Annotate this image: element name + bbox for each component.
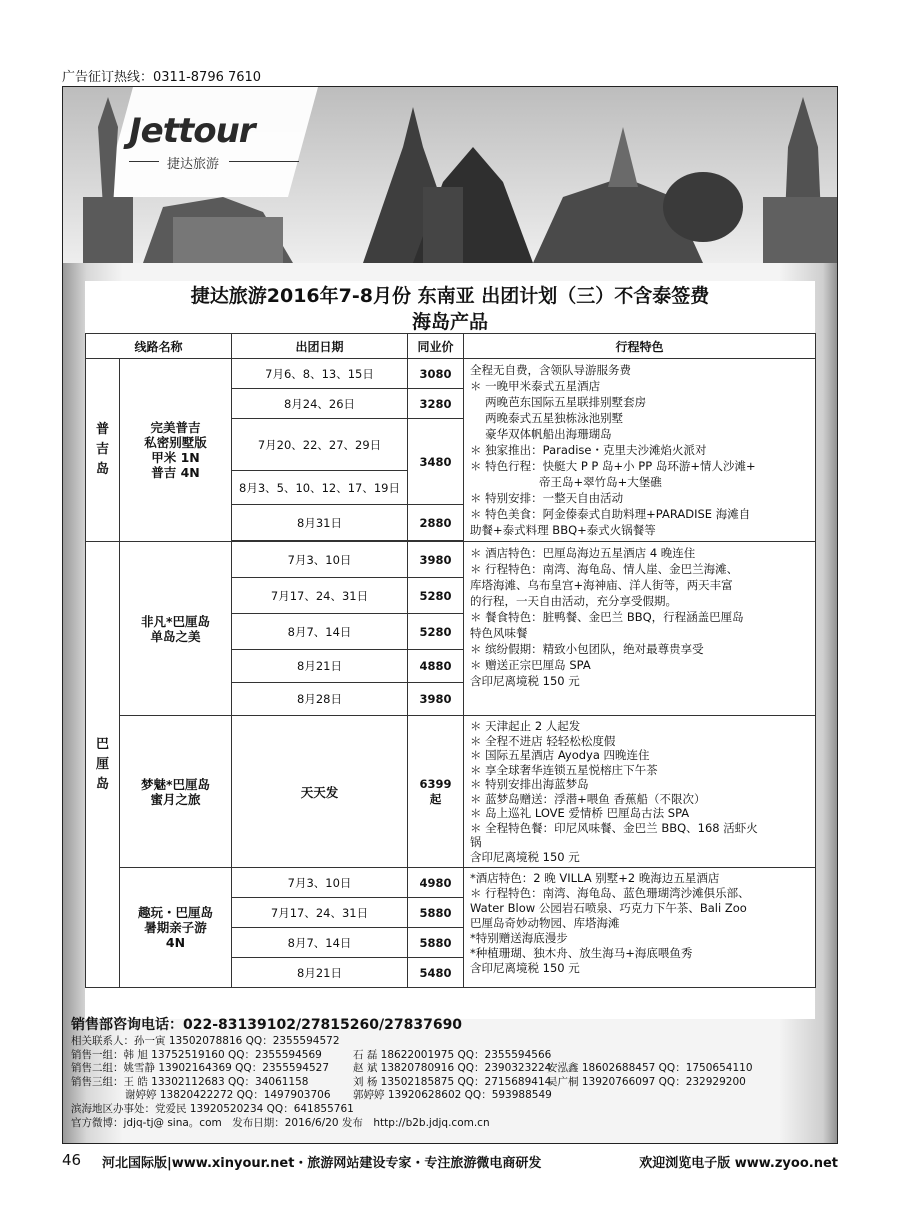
footer-website-link[interactable]: 欢迎浏览电子版 www.zyoo.net: [639, 1156, 838, 1171]
price: 3980: [408, 683, 464, 716]
page-frame: [62, 86, 838, 1144]
table-row: [86, 542, 816, 578]
sales-team-2: 销售二组：姚雪静 13902164369 QQ：2355594527 赵 斌 13820780916 QQ：2390323224安泓鑫 18602688457 QQ：1750654110: [71, 1062, 753, 1075]
price: 5880: [408, 898, 464, 928]
route-bali-single-island: 非凡*巴厘岛 单岛之美: [120, 542, 232, 716]
departure-date: 7月20、22、27、29日: [232, 419, 408, 471]
sales-team-1: 销售一组：韩 旭 13752519160 QQ：2355594569 石 磊 18622001975 QQ：2355594566: [71, 1048, 552, 1061]
route-bali-family: 趣玩・巴厘岛 暑期亲子游 4N: [120, 868, 232, 988]
departure-date: 7月3、10日: [232, 868, 408, 898]
departure-date: 8月21日: [232, 650, 408, 683]
logo-subtitle: 捷达旅游: [167, 157, 220, 172]
itinerary-features-bali-2: ＊ 天津起止 2 人起发 ＊ 全程不进店 轻轻松松度假 ＊ 国际五星酒店 Ayodya 四晚连住 ＊ 享全球奢华连锁五星悦榕庄下午茶 ＊ 特别安排出海蓝梦岛 ＊ 蓝梦岛赠送：浮潜+喂鱼 香蕉船（不限次） ＊ 岛上巡礼 LOVE 爱情桥 巴厘岛古法 SPA ＊ 全程特色餐：印尼风味餐、金巴兰 BBQ、168 活虾火 锅 含印尼离境税 150 元: [464, 716, 816, 868]
table-header-row: [86, 334, 816, 359]
header-feature: 行程特色: [464, 334, 816, 359]
price: 5880: [408, 928, 464, 958]
price: 3080: [408, 359, 464, 389]
departure-date: 8月28日: [232, 683, 408, 716]
header-date: 出团日期: [232, 334, 408, 359]
price: 5280: [408, 578, 464, 614]
logo-divider: [229, 161, 299, 162]
header-route: 线路名称: [86, 334, 232, 359]
departure-date: 7月17、24、31日: [232, 898, 408, 928]
price: 3280: [408, 389, 464, 419]
price: 3980: [408, 542, 464, 578]
departure-date: 7月3、10日: [232, 542, 408, 578]
sales-team-3: 销售三组：王 皓 13302112683 QQ：34061158 刘 杨 13502185875 QQ：2715689414吴广桐 13920766097 QQ：232929200: [71, 1075, 746, 1088]
logo-wordmark: Jettour: [129, 111, 255, 151]
table-row: [86, 716, 816, 868]
itinerary-features-bali-1: ＊ 酒店特色：巴厘岛海边五星酒店 4 晚连住 ＊ 行程特色：南湾、海龟岛、情人崖、金巴兰海滩、 库塔海滩、乌布皇宫+海神庙、洋人街等，两天丰富 的行程，一天自由活动，充分享受假期。 ＊ 餐食特色：脏鸭餐、金巴兰 BBQ，行程涵盖巴厘岛 特色风味餐 ＊ 缤纷假期：精致小包团队，绝对最尊贵享受 ＊ 赠送正宗巴厘岛 SPA 含印尼离境税 150 元: [464, 542, 816, 716]
sales-team-3-extra: 谢婷婷 13820422272 QQ：1497903706 郭婷婷 13920628602 QQ：593988549: [125, 1089, 552, 1102]
binhai-office: 滨海地区办事处：党爱民 13920520234 QQ：641855761: [71, 1102, 354, 1115]
tour-schedule-table: [85, 333, 816, 988]
region-phuket: 普 吉 岛: [86, 359, 120, 542]
route-bali-honeymoon: 梦魅*巴厘岛 蜜月之旅: [120, 716, 232, 868]
departure-date: 8月24、26日: [232, 389, 408, 419]
page-number: 46: [62, 1151, 82, 1169]
price: 4980: [408, 868, 464, 898]
departure-date: 7月6、8、13、15日: [232, 359, 408, 389]
sales-phone: 销售部咨询电话：022-83139102/27815260/27837690: [71, 1017, 463, 1033]
table-row: [86, 868, 816, 898]
logo-divider: [129, 161, 159, 162]
temple-banner: [63, 87, 837, 263]
table-row: [86, 359, 816, 389]
ad-hotline: 广告征订热线：0311-8796 7610: [62, 70, 262, 85]
footer-publisher: 河北国际版|www.xinyour.net・旅游网站建设专家・专注旅游微电商研发: [102, 1156, 542, 1171]
price: 2880: [408, 505, 464, 541]
departure-date: 8月7、14日: [232, 928, 408, 958]
departure-date: 8月31日: [232, 505, 408, 541]
page-subtitle: 海岛产品: [411, 311, 488, 333]
itinerary-features-phuket: 全程无自费，含领队导游服务费 ＊ 一晚甲米泰式五星酒店 两晚芭东国际五星联排别墅套房 两晚泰式五星独栋泳池别墅 豪华双体帆船出海珊瑚岛 ＊ 独家推出：Paradise・克里夫沙滩焰火派对 ＊ 特色行程：快艇大 P P 岛+小 PP 岛环游+情人沙滩+ 帝王岛+翠竹岛+大堡礁 ＊ 特别安排：一整天自由活动 ＊ 特色美食：阿金傣泰式自助料理+PARADISE 海滩自 助餐+泰式料理 BBQ+泰式火锅餐等: [464, 359, 816, 542]
jettour-logo: [129, 111, 299, 181]
departure-date: 8月7、14日: [232, 614, 408, 650]
page-title: 捷达旅游2016年7-8月份 东南亚 出团计划（三）不含泰签费: [190, 285, 710, 307]
contact-person: 相关联系人：孙一寅 13502078816 QQ：2355594572: [71, 1035, 340, 1047]
region-bali: 巴 厘 岛: [86, 542, 120, 988]
departure-date: 7月17、24、31日: [232, 578, 408, 614]
official-weibo: 官方微博：jdjq-tj@ sina。com 发布日期：2016/6/20 发布 http://b2b.jdjq.com.cn: [71, 1116, 490, 1129]
price: 4880: [408, 650, 464, 683]
price: 5280: [408, 614, 464, 650]
schedule-content: [85, 281, 815, 1019]
itinerary-features-bali-3: *酒店特色：2 晚 VILLA 别墅+2 晚海边五星酒店 ＊ 行程特色：南湾、海龟岛、蓝色珊瑚湾沙滩俱乐部、 Water Blow 公园岩石喷泉、巧克力下午茶、Bali Zoo 巴厘岛奇妙动物园、库塔海滩 *特别赠送海底漫步 *种植珊瑚、独木舟、放生海马+海底喂鱼秀 含印尼离境税 150 元: [464, 868, 816, 988]
price: 6399 起: [408, 716, 464, 868]
price: 5480: [408, 958, 464, 988]
route-perfect-phuket: 完美普吉 私密别墅版 甲米 1N 普吉 4N: [120, 359, 232, 542]
price: 3480: [408, 419, 464, 505]
header-price: 同业价: [408, 334, 464, 359]
departure-date: 天天发: [232, 716, 408, 868]
departure-date: 8月21日: [232, 958, 408, 988]
departure-date: 8月3、5、10、12、17、19日: [232, 471, 408, 505]
sales-contact-block: [71, 1015, 811, 1130]
